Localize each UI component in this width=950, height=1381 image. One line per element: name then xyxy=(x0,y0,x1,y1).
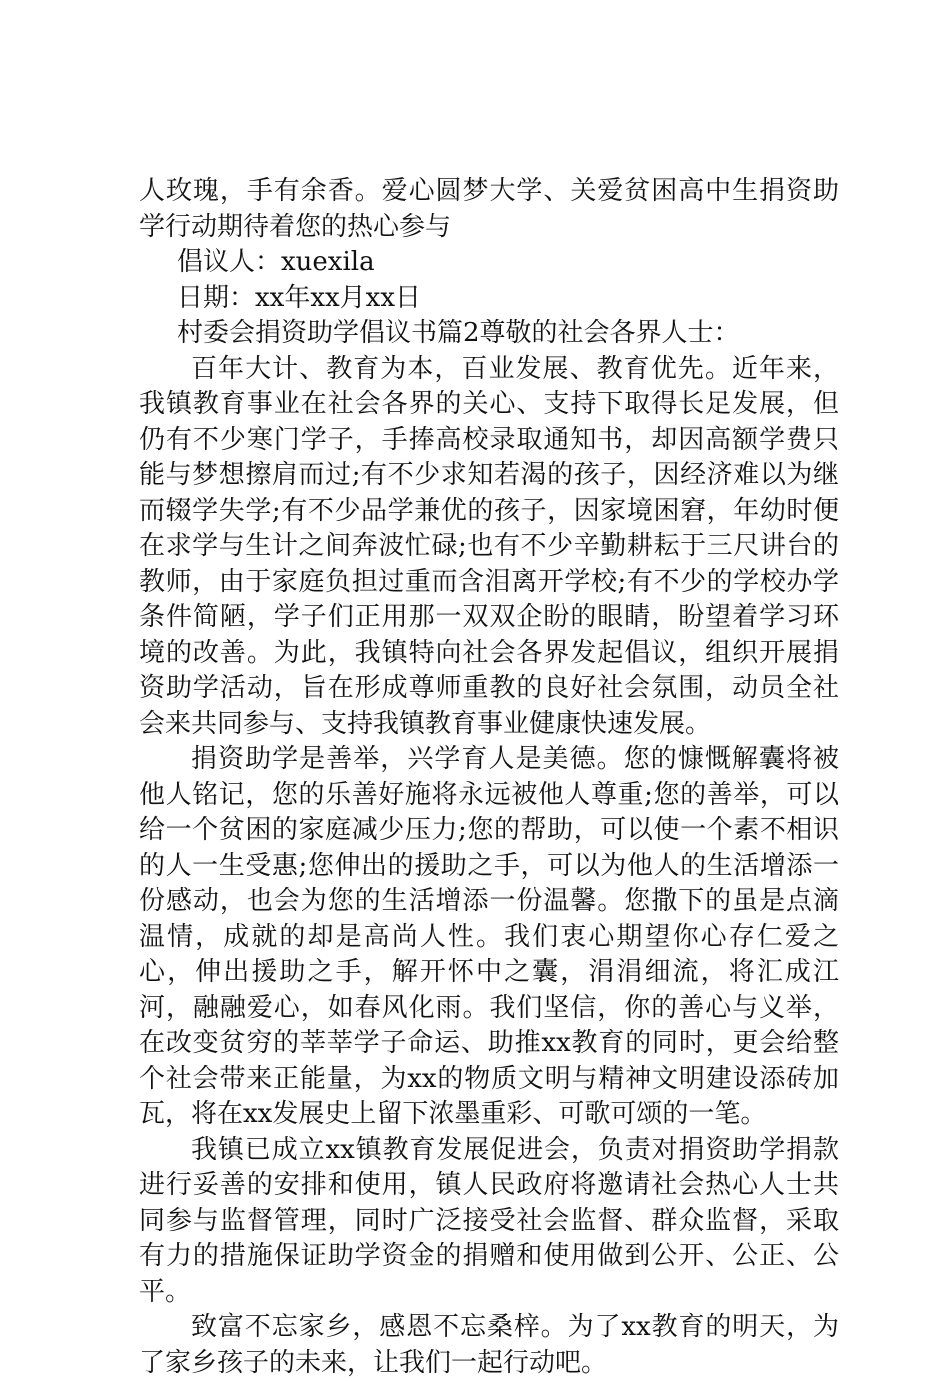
paragraph-closing-line: 人玫瑰，手有余香。爱心圆梦大学、关爱贫困高中生捐资助学行动期待着您的热心参与 xyxy=(139,176,839,242)
paragraph-association: 我镇已成立xx镇教育发展促进会，负责对捐资助学捐款进行妥善的安排和使用，镇人民政府将邀请社会热心人士共同参与监督管理，同时广泛接受社会监督、群众监督，采取有力的措施保证助学资金的捐赠和使用做到公开、公正、公平。 xyxy=(139,1134,839,1307)
document-body xyxy=(139,174,839,1381)
initiator-line: 倡议人：xuexila xyxy=(177,247,375,277)
paragraph-donation: 捐资助学是善举，兴学育人是美德。您的慷慨解囊将被他人铭记，您的乐善好施将永远被他人尊重;您的善举，可以给一个贫困的家庭减少压力;您的帮助，可以使一个素不相识的人一生受惠;您伸出的援助之手，可以为他人的生活增添一份感动，也会为您的生活增添一份温馨。您撒下的虽是点滴温情，成就的却是高尚人性。我们衷心期望你心存仁爱之心，伸出援助之手，解开怀中之囊，涓涓细流，将汇成江河，融融爱心，如春风化雨。我们坚信，你的善心与义举，在改变贫穷的莘莘学子命运、助推xx教育的同时，更会给整个社会带来正能量，为xx的物质文明与精神文明建设添砖加瓦，将在xx发展史上留下浓墨重彩、可歌可颂的一笔。 xyxy=(139,744,839,1129)
date-line: 日期：xx年xx月xx日 xyxy=(177,282,421,313)
paragraph-education: 百年大计、教育为本，百业发展、教育优先。近年来，我镇教育事业在社会各界的关心、支持下取得长足发展，但仍有不少寒门学子，手捧高校录取通知书，却因高额学费只能与梦想擦肩而过;有不少求知若渴的孩子，因经济难以为继而辍学失学;有不少品学兼优的孩子，因家境困窘，年幼时便在求学与生计之间奔波忙碌;也有不少辛勤耕耘于三尺讲台的教师，由于家庭负担过重而含泪离开学校;有不少的学校办学条件简陋，学子们正用那一双双企盼的眼睛，盼望着学习环境的改善。为此，我镇特向社会各界发起倡议，组织开展捐资助学活动，旨在形成尊师重教的良好社会氛围，动员全社会来共同参与、支持我镇教育事业健康快速发展。 xyxy=(139,353,839,739)
paragraph-call-to-action: 致富不忘家乡，感恩不忘桑梓。为了xx教育的明天，为了家乡孩子的未来，让我们一起行动吧。 xyxy=(139,1312,839,1378)
section-heading: 村委会捐资助学倡议书篇2尊敬的社会各界人士： xyxy=(177,318,740,348)
